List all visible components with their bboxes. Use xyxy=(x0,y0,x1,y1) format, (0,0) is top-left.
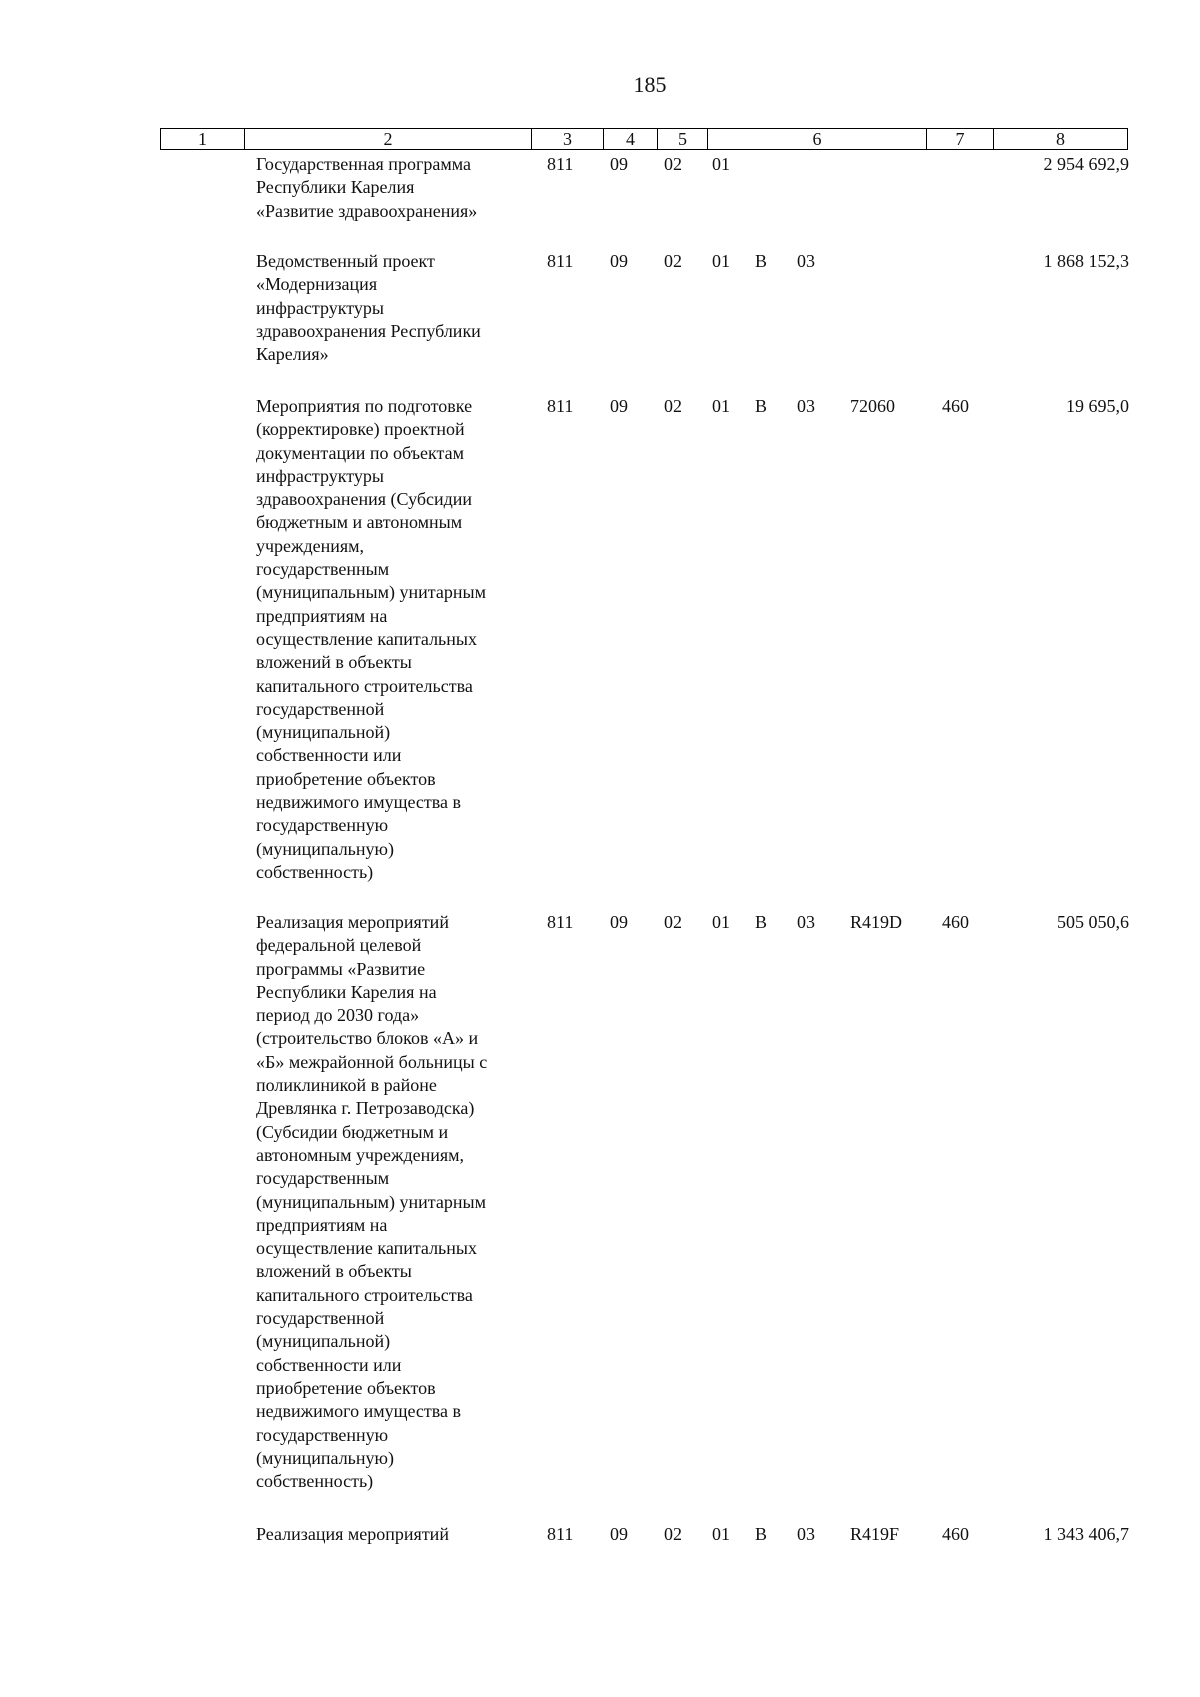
header-col-6: 6 xyxy=(707,129,926,149)
description-line: государственной xyxy=(256,698,385,719)
code-program: 01 xyxy=(712,912,730,932)
description-line: здравоохранения (Субсидии xyxy=(256,489,473,510)
code-subprogram: В xyxy=(755,251,768,271)
page-number: 185 xyxy=(633,72,667,97)
description-line: инфраструктуры xyxy=(256,465,384,486)
code-subsection: 02 xyxy=(664,396,682,416)
code-subprogram: В xyxy=(755,1524,768,1544)
description-line: недвижимого имущества в xyxy=(256,1401,461,1422)
description-line: недвижимого имущества в xyxy=(256,792,461,813)
description-line: (муниципальным) унитарным xyxy=(256,1191,486,1212)
description-line: (Субсидии бюджетным и xyxy=(256,1121,449,1142)
description-line: государственную xyxy=(256,815,389,836)
description-line: капитального строительства xyxy=(256,1284,473,1305)
code-program: 01 xyxy=(712,1524,730,1544)
header-col-1: 1 xyxy=(198,129,207,149)
amount: 505 050,6 xyxy=(1057,912,1129,932)
description-line: вложений в объекты xyxy=(256,1261,412,1282)
description-line: автономным учреждениям, xyxy=(256,1144,465,1165)
description-line: «Б» межрайонной больницы с xyxy=(256,1051,488,1072)
row-description xyxy=(256,1523,526,1546)
description-line: (строительство блоков «А» и xyxy=(256,1028,479,1049)
code-program: 01 xyxy=(712,154,730,174)
description-line: государственной xyxy=(256,1308,385,1329)
code-ministry: 811 xyxy=(547,396,574,416)
description-line: Карелия» xyxy=(256,344,329,365)
amount: 1 868 152,3 xyxy=(1043,251,1129,271)
description-line: осуществление капитальных xyxy=(256,628,477,649)
code-ministry: 811 xyxy=(547,251,574,271)
description-line: Реализация мероприятий xyxy=(256,912,449,932)
header-col-3: 3 xyxy=(531,129,603,149)
code-expense-type: 460 xyxy=(942,1524,969,1544)
description-line: программы «Развитие xyxy=(256,958,426,979)
description-line: «Развитие здравоохранения» xyxy=(256,200,478,221)
description-line: приобретение объектов xyxy=(256,1377,436,1398)
description-line: (муниципальной) xyxy=(256,1331,391,1352)
code-project: 03 xyxy=(797,251,815,271)
code-program: 01 xyxy=(712,251,730,271)
code-project: 03 xyxy=(797,396,815,416)
header-col-4: 4 xyxy=(603,129,657,149)
code-ministry: 811 xyxy=(547,1524,574,1544)
description-line: государственным xyxy=(256,1168,390,1189)
code-direction: R419F xyxy=(850,1524,900,1544)
code-section: 09 xyxy=(610,251,628,271)
code-expense-type: 460 xyxy=(942,912,969,932)
description-line: федеральной целевой xyxy=(256,935,422,956)
description-line: собственности или xyxy=(256,745,402,766)
description-line: осуществление капитальных xyxy=(256,1238,477,1259)
code-ministry: 811 xyxy=(547,154,574,174)
description-line: Государственная программа xyxy=(256,154,471,174)
description-line: (корректировке) проектной xyxy=(256,419,465,440)
code-direction: R419D xyxy=(850,912,903,932)
description-line: государственную xyxy=(256,1424,389,1445)
code-subprogram: В xyxy=(755,912,768,932)
description-line: предприятиям на xyxy=(256,1214,388,1235)
description-line: Ведомственный проект xyxy=(256,251,435,271)
description-line: (муниципальной) xyxy=(256,722,391,743)
row-description xyxy=(256,911,526,1493)
header-col-7: 7 xyxy=(926,129,993,149)
description-line: (муниципальным) унитарным xyxy=(256,582,486,603)
amount: 2 954 692,9 xyxy=(1043,154,1129,174)
description-line: (муниципальную) xyxy=(256,838,394,859)
code-ministry: 811 xyxy=(547,912,574,932)
header-col-8: 8 xyxy=(993,129,1127,149)
code-program: 01 xyxy=(712,396,730,416)
code-expense-type: 460 xyxy=(942,396,969,416)
description-line: период до 2030 года» xyxy=(256,1005,420,1026)
description-line: «Модернизация xyxy=(256,274,378,295)
code-section: 09 xyxy=(610,912,628,932)
code-subprogram: В xyxy=(755,396,768,416)
description-line: приобретение объектов xyxy=(256,768,436,789)
code-subsection: 02 xyxy=(664,251,682,271)
code-subsection: 02 xyxy=(664,154,682,174)
description-line: Республики Карелия xyxy=(256,177,415,198)
code-subsection: 02 xyxy=(664,912,682,932)
description-line: собственность) xyxy=(256,861,374,882)
code-section: 09 xyxy=(610,154,628,174)
table-header-row xyxy=(160,128,1128,150)
description-line: здравоохранения Республики xyxy=(256,320,481,341)
amount: 19 695,0 xyxy=(1066,396,1129,416)
description-line: (муниципальную) xyxy=(256,1447,394,1468)
description-line: собственности или xyxy=(256,1354,402,1375)
row-description xyxy=(256,250,526,366)
description-line: капитального строительства xyxy=(256,675,473,696)
code-project: 03 xyxy=(797,1524,815,1544)
description-line: бюджетным и автономным xyxy=(256,512,463,533)
description-line: документации по объектам xyxy=(256,442,465,463)
row-description xyxy=(256,153,526,223)
code-section: 09 xyxy=(610,396,628,416)
header-col-2: 2 xyxy=(244,129,531,149)
description-line: Республики Карелия на xyxy=(256,981,437,1002)
row-description xyxy=(256,395,526,884)
description-line: Реализация мероприятий xyxy=(256,1524,449,1544)
description-line: собственность) xyxy=(256,1471,374,1492)
description-line: государственным xyxy=(256,559,390,580)
description-line: Древлянка г. Петрозаводска) xyxy=(256,1098,475,1119)
code-direction: 72060 xyxy=(850,396,895,416)
description-line: учреждениям, xyxy=(256,535,365,556)
code-subsection: 02 xyxy=(664,1524,682,1544)
description-line: предприятиям на xyxy=(256,605,388,626)
description-line: поликлиникой в районе xyxy=(256,1075,437,1096)
header-col-5: 5 xyxy=(657,129,707,149)
description-line: инфраструктуры xyxy=(256,297,384,318)
code-project: 03 xyxy=(797,912,815,932)
description-line: Мероприятия по подготовке xyxy=(256,396,473,416)
code-section: 09 xyxy=(610,1524,628,1544)
amount: 1 343 406,7 xyxy=(1043,1524,1129,1544)
description-line: вложений в объекты xyxy=(256,652,412,673)
